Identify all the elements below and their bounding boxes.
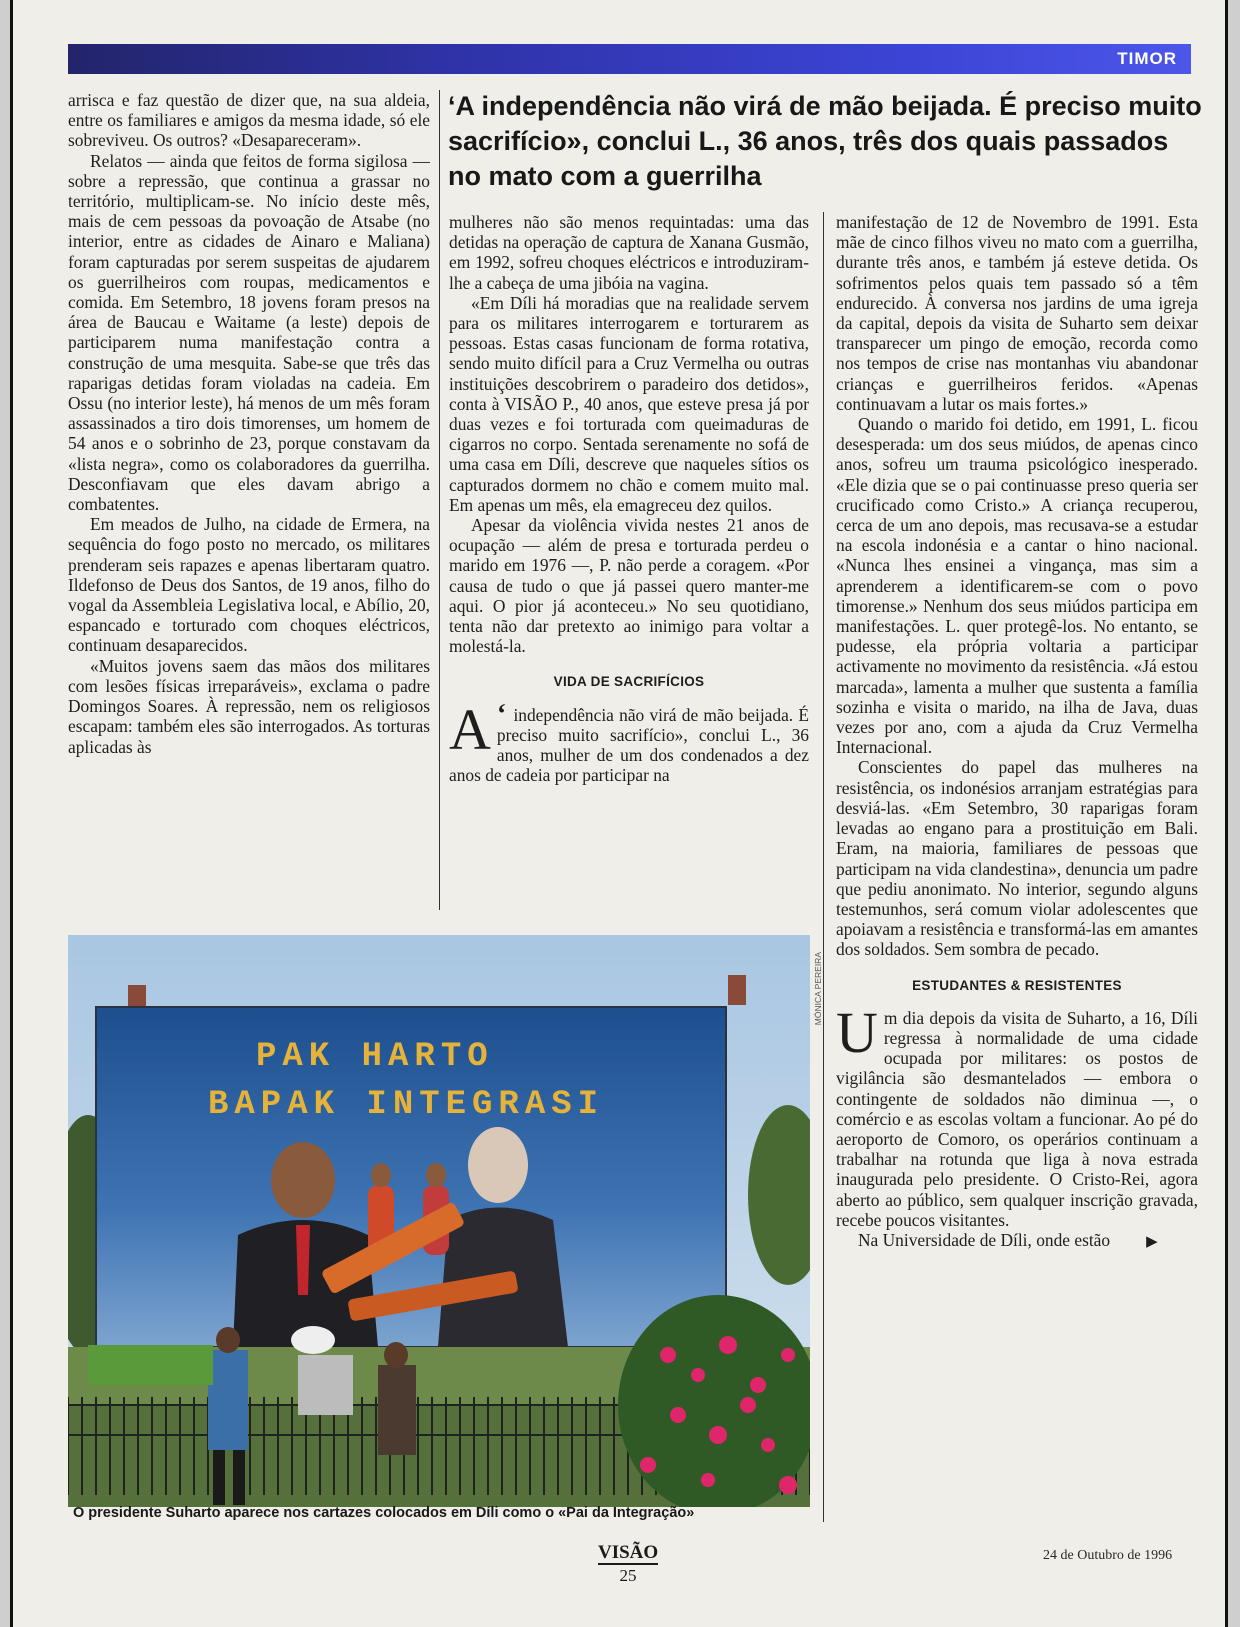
paragraph-with-dropcap <box>836 999 1198 1230</box>
paragraph-text: m dia depois da visita de Suharto, a 16, Díli regressa à normalidade de uma cidade ocupada por militares: os postos de vigilância são desmantelados — embora o contingente de soldados não diminua —, o comércio e as escolas voltam a funcionar. Ao pé do aeroporto de Comoro, os operários continuam a trabalhar na rotunda que liga à nova estrada inaugurada pelo presidente. O Cristo-Rei, agora aberto ao público, sem qualquer inscrição gravada, recebe poucos visitantes. <box>836 1007 1198 1230</box>
subheading: ESTUDANTES & RESISTENTES <box>912 977 1122 993</box>
billboard-photo-illustration <box>68 935 810 1507</box>
dropcap: U <box>836 999 878 1065</box>
photo-credit: MÓNICA PEREIRA <box>813 952 823 1026</box>
paragraph-with-dropcap <box>449 696 809 786</box>
paragraph: Apesar da violência vivida nestes 21 anos de ocupação — além de presa e torturada perdeu o marido em 1976 —, P. não perde a coragem. «Por causa de tudo o que já passei quero manter-me aqui. O pior já aconteceu.» No seu quotidiano, tenta não dar pretexto ao inimigo para voltar a molestá-la. <box>449 515 809 657</box>
continue-arrow-icon: ▶ <box>1146 1233 1158 1250</box>
photo-billboard <box>68 935 810 1507</box>
paragraph: Quando o marido foi detido, em 1991, L. ficou desesperada: um dos seus miúdos, de apenas cinco anos, sofreu um trauma psicológico inesperado. «Ele dizia que se o pai continuasse preso queria ser crucificado como Cristo.» A criança recuperou, cerca de um ano depois, mas recusava-se a estudar na escola indonésia e a cantar o hino nacional. «Nunca lhes ensinei a vingança, mas sim a aprenderem a identificarem-se com o povo timorense.» Nenhum dos seus miúdos participa em manifestações. L. quer protegê-los. No entanto, se pudesse, ela própria voltaria a participar activamente no movimento da resistência. «Já estou marcada», lamenta a mulher que sustenta a família sozinha e visita o marido, na ilha de Java, duas vezes por ano, com a ajuda da Cruz Vermelha Internacional. <box>836 414 1198 758</box>
section-header-bar <box>68 44 1191 74</box>
dropcap: A <box>449 696 491 762</box>
pull-quote-headline: ‘A independência não virá de mão beijada. É preciso muito sacrifício», conclui L., 36 anos, três dos quais passados no mato com a guerrilha <box>448 91 1202 191</box>
paragraph: «Muitos jovens saem das mãos dos militares com lesões físicas irreparáveis», exclama o padre Domingos Soares. À repressão, nem os religiosos escapam: também eles são interrogados. As torturas aplicadas às <box>68 655 430 757</box>
photo-caption: O presidente Suharto aparece nos cartazes colocados em Díli como o «Pai da Integração» <box>73 1505 695 1521</box>
page-number: 25 <box>619 1566 637 1585</box>
article-column-3 <box>836 212 1198 1525</box>
paragraph: arrisca e faz questão de dizer que, na sua aldeia, entre os familiares e amigos da mesma idade, só ele sobreviveu. Os outros? «Desapareceram». <box>68 90 430 151</box>
subheading: VIDA DE SACRIFÍCIOS <box>553 674 705 690</box>
paragraph: Relatos — ainda que feitos de forma sigilosa — sobre a repressão, que continua a grassar no território, multiplicam-se. No início deste mês, mais de cem pessoas da povoação de Atsabe (no interior, entre as cidades de Ainaro e Maliana) foram capturadas por serem suspeitas de ajudarem os guerrilheiros com roupas, medicamentos e comida. Em Setembro, 18 jovens foram presos na área de Baucau e Waitame (a leste) depois de participarem numa manifestação contra a construção de uma mesquita. Sabe-se que três das raparigas detidas foram violadas na cadeia. Em Ossu (no interior leste), há menos de um mês foram assassinados a tiro dois timorenses, um homem de 54 anos e o sobrinho de 23, porque constavam da «lista negra», como os colaboradores da guerrilha. Desconfiavam que eles davam abrigo a combatentes. <box>68 150 430 515</box>
billboard-text-line1: PAK HARTO <box>256 1038 494 1076</box>
paragraph: Conscientes do papel das mulheres na resistência, os indonésios arranjam estratégias para desviá-las. «Em Setembro, 30 raparigas foram levadas ao engano para a prostituição em Bali. Eram, na maioria, familiares de pessoas que participam na vida clandestina», denuncia um padre que pediu anonimato. No interior, segundo alguns testemunhos, será comum violar adolescentes que apoiavam a resistência e transformá-las em amantes dos soldados. Sem sombra de pecado. <box>836 757 1198 960</box>
paragraph: «Em Díli há moradias que na realidade servem para os militares interrogarem e torturarem as pessoas. Estas casas funcionam de forma rotativa, sendo muito difícil para a Cruz Vermelha ou outras instituições descobrirem o paradeiro dos detidos», conta à VISÃO P., 40 anos, que esteve presa já por duas vezes e foi torturada com queimaduras de cigarros no corpo. Sentada serenamente no sofá de uma casa em Díli, descreve que naqueles sítios os capturados dormem no chão e comem muito mal. Em apenas um mês, ela emagreceu dez quilos. <box>449 292 809 515</box>
article-column-1 <box>68 90 430 910</box>
billboard-text-line2: BAPAK INTEGRASI <box>208 1086 605 1124</box>
column-divider-left <box>439 90 440 910</box>
paragraph-text: independência não virá de mão beijada. É preciso muito sacrifício», conclui L., 36 anos, mulher de um dos condenados a dez anos de cadeia por participar na <box>449 704 809 786</box>
opening-quote: ‘ <box>496 698 507 730</box>
magazine-page <box>10 0 1228 1627</box>
issue-date: 24 de Outubro de 1996 <box>1043 1548 1173 1563</box>
section-label: TIMOR <box>1117 49 1177 68</box>
paragraph: Em meados de Julho, na cidade de Ermera, na sequência do fogo posto no mercado, os militares prenderam seis rapazes e apenas libertaram quatro. Ildefonso de Deus dos Santos, de 19 anos, filho do vogal da Assembleia Legislativa local, e Abílio, 20, espancado e torturado com choques eléctricos, continuam desaparecidos. <box>68 514 430 656</box>
paragraph: mulheres não são menos requintadas: uma das detidas na operação de captura de Xanana Gusmão, em 1992, sofreu choques eléctricos e introduziram-lhe a cabeça de uma jibóia na vagina. <box>449 212 809 293</box>
paragraph: manifestação de 12 de Novembro de 1991. Esta mãe de cinco filhos viveu no mato com a guerrilha, durante três anos, e também já esteve detida. Os sofrimentos pelos quais tem passado só a têm endurecido. À conversa nos jardins de uma igreja da capital, depois da visita de Suharto sem deixar transparecer um pingo de emoção, recorda como nos tempos de crise nas montanhas viu abandonar crianças e guerrilheiros feridos. «Apenas continuavam a lutar os mais fortes.» <box>836 212 1198 414</box>
paragraph-text: Na Universidade de Díli, onde estão <box>858 1229 1111 1250</box>
column-divider-right <box>823 212 824 1522</box>
article-column-2 <box>449 212 809 924</box>
magazine-name: VISÃO <box>598 1542 659 1563</box>
paragraph <box>836 1230 1198 1252</box>
